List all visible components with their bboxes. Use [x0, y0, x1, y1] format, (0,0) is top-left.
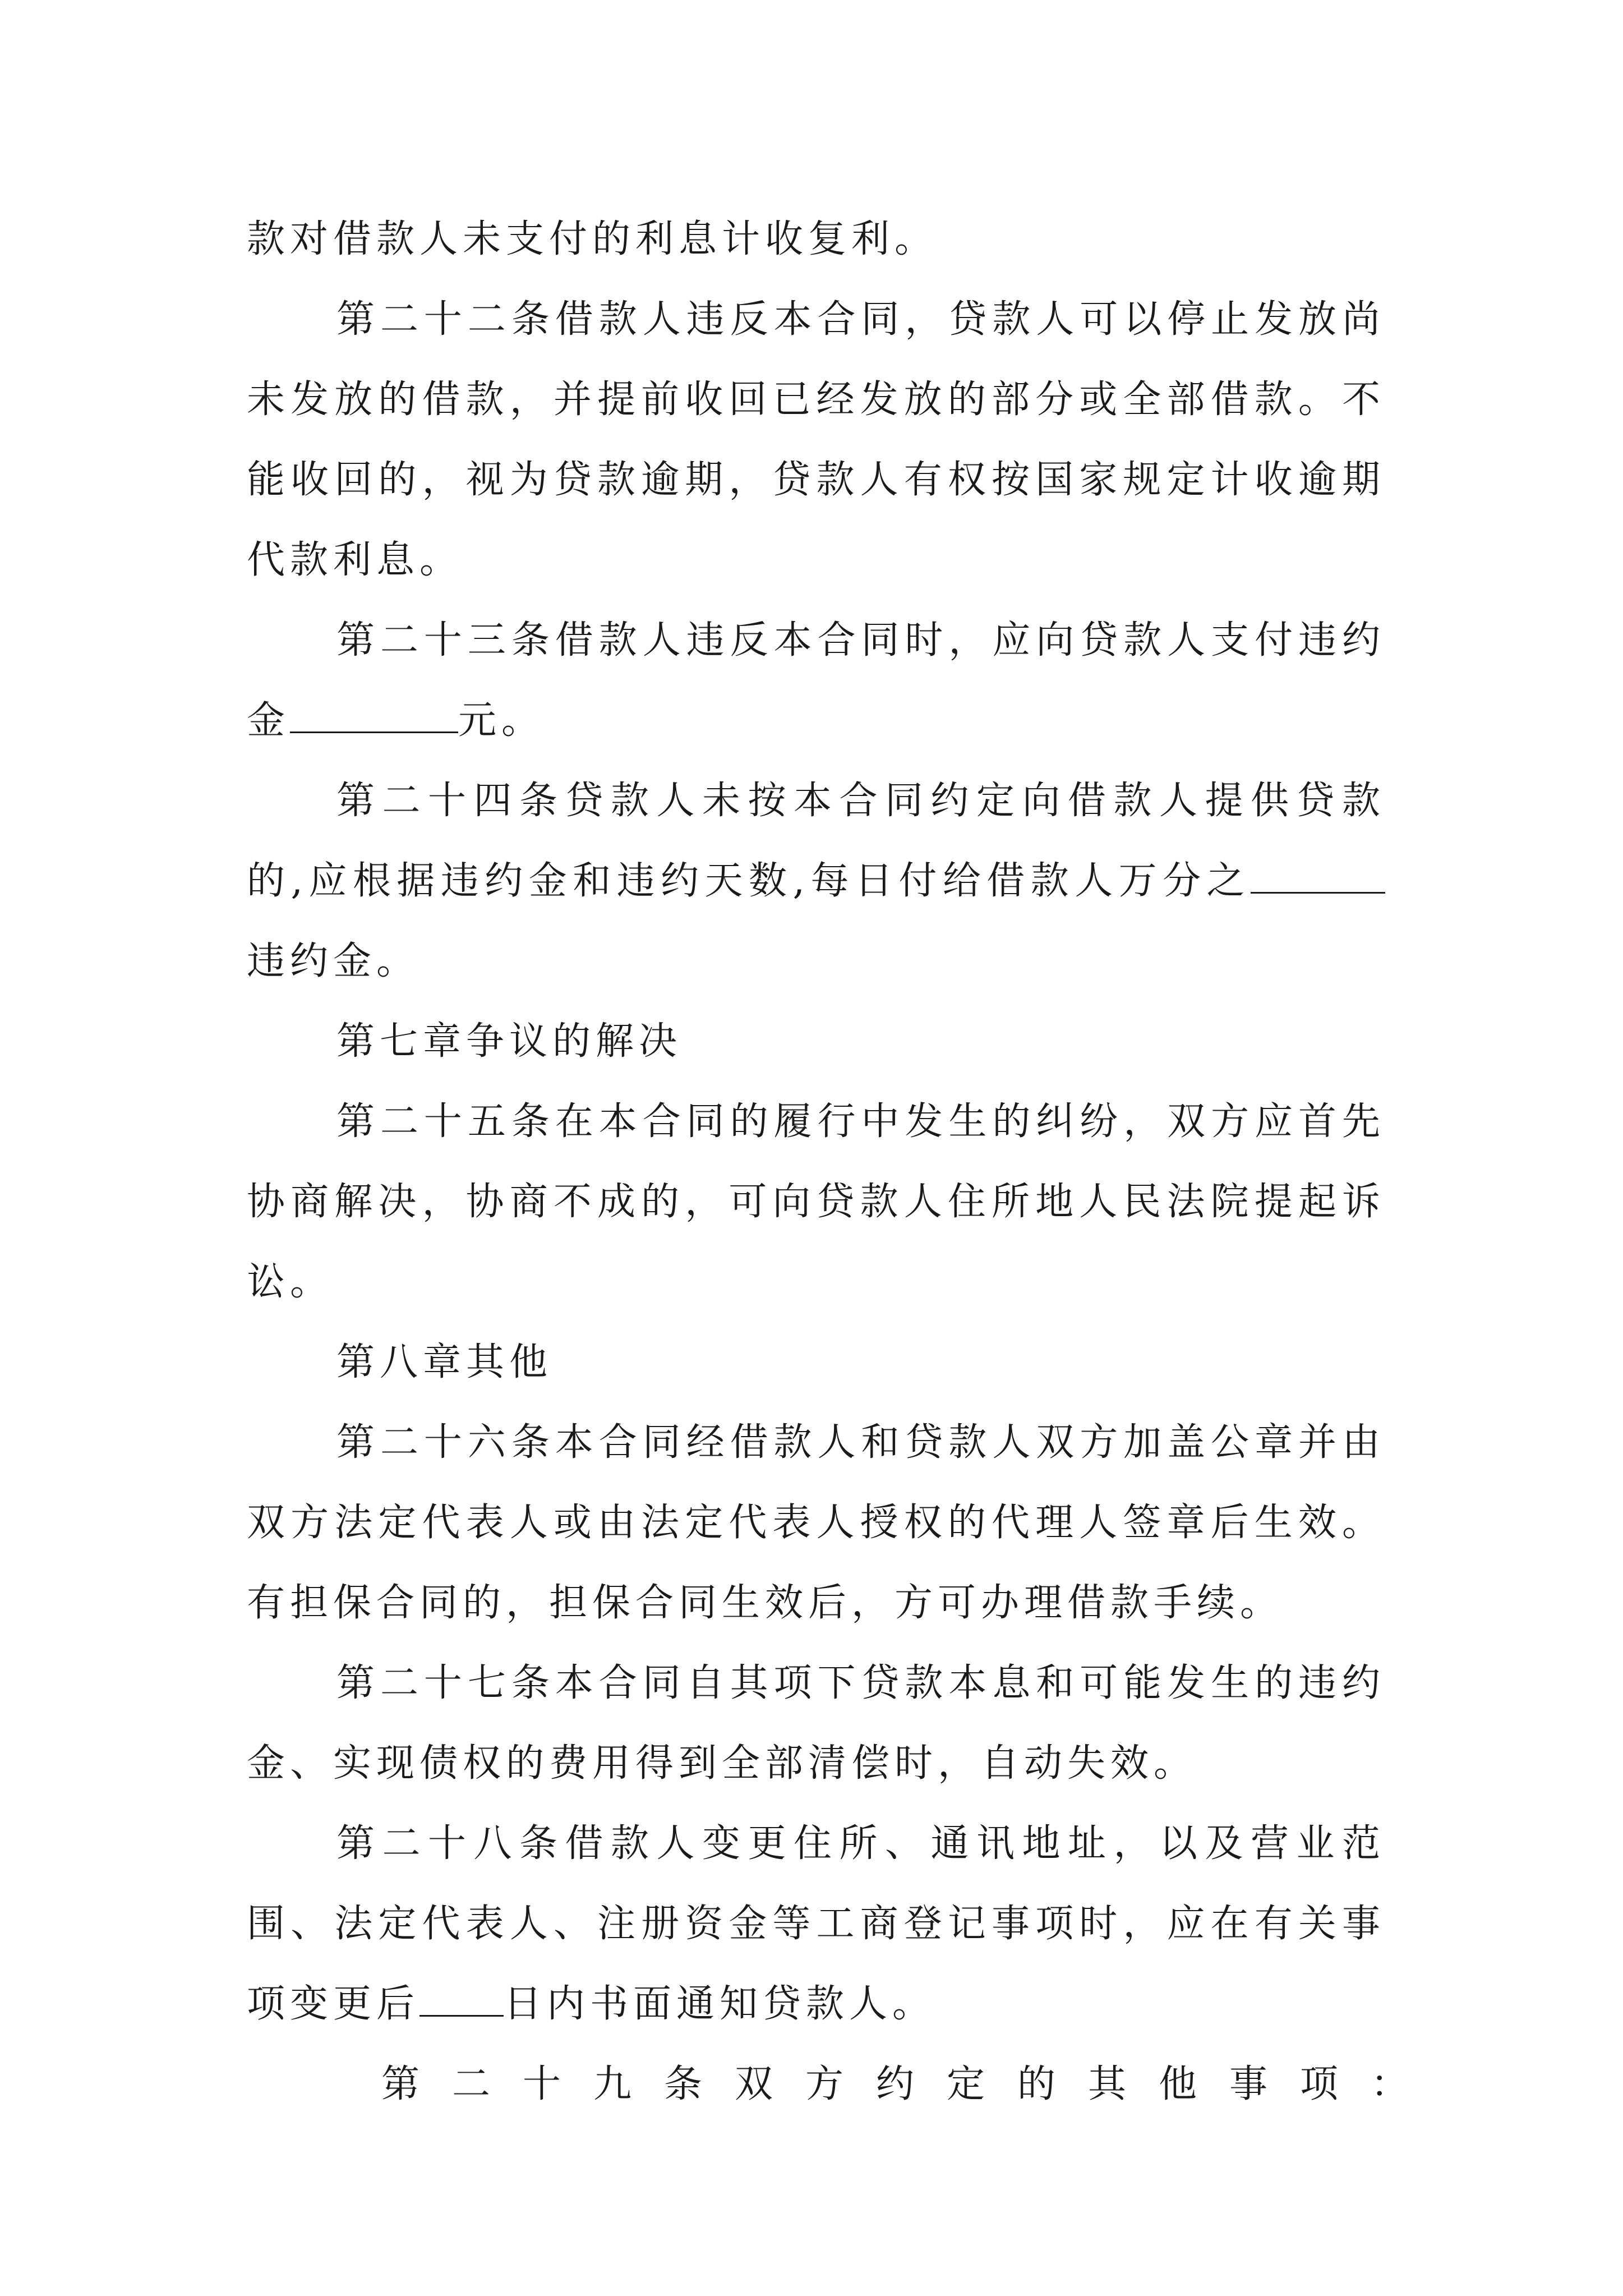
paragraph-text: 第二十六条本合同经借款人和贷款人双方加盖公章并由双方法定代表人或由法定代表人授权的代理人签章后生效。有担保合同的，担保合同生效后，方可办理借款手续。: [247, 1420, 1385, 1625]
paragraph-text: 第二十五条在本合同的履行中发生的纠纷，双方应首先协商解决，协商不成的，可向贷款人住所地人民法院提起诉讼。: [247, 1099, 1385, 1304]
article-24: [247, 761, 1385, 1001]
article-26: [247, 1402, 1385, 1643]
article-28: [247, 1803, 1385, 2044]
paragraph-text: 第二十八条借款人变更住所、通讯地址，以及营业范围、法定代表人、注册资金等工商登记事项时，应在有关事项变更后: [247, 1821, 1385, 2026]
paragraph-text: 第二十七条本合同自其项下贷款本息和可能发生的违约金、实现债权的费用得到全部清偿时，自动失效。: [247, 1661, 1385, 1786]
chapter-title: 第八章其他: [336, 1340, 553, 1384]
document-body: [247, 199, 1442, 2124]
chapter-8-heading: [247, 1322, 1385, 1402]
paragraph-text: 元。: [458, 698, 545, 743]
days-blank: [419, 1982, 504, 2017]
paragraph-continuation: [247, 199, 1385, 279]
chapter-title: 第七章争议的解决: [336, 1019, 683, 1064]
paragraph-text: 第二十二条借款人违反本合同，贷款人可以停止发放尚未发放的借款，并提前收回已经发放的部分或全部借款。不能收回的，视为贷款逾期，贷款人有权按国家规定计收逾期代款利息。: [247, 297, 1385, 582]
paragraph-text: 违约金。: [247, 939, 420, 983]
chapter-7-heading: [247, 1001, 1385, 1082]
paragraph-text: 款对借款人未支付的利息计收复利。: [247, 217, 938, 261]
daily-rate-blank: [1251, 859, 1385, 894]
article-22: [247, 279, 1385, 600]
article-29: [247, 2044, 1442, 2124]
article-25: [247, 1082, 1385, 1322]
article-27: [247, 1643, 1385, 1803]
article-23: [247, 600, 1385, 761]
paragraph-text: 第二十三条借款人违反本合同时，应向贷款人支付违约金: [247, 618, 1385, 743]
penalty-amount-blank: [290, 699, 458, 733]
paragraph-text: 第二十四条贷款人未按本合同约定向借款人提供贷款的,应根据违约金和违约天数,每日付给借款人万分之: [247, 779, 1385, 903]
paragraph-text: 第二十九条双方约定的其他事项：: [381, 2062, 1442, 2106]
paragraph-text: 日内书面通知贷款人。: [504, 1982, 936, 2026]
